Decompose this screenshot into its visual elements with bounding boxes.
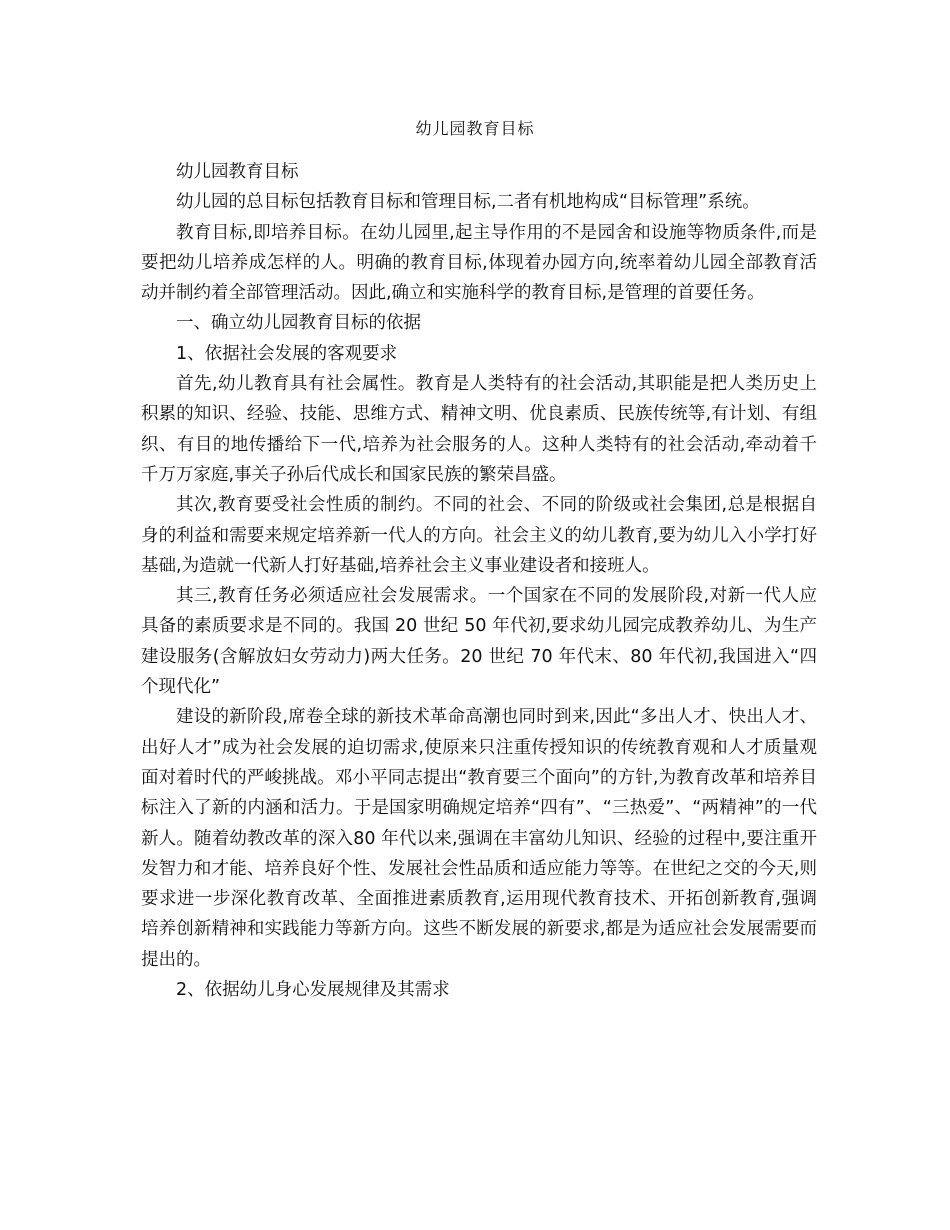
section-heading-1: 一、确立幼儿园教育目标的依据 <box>176 313 421 334</box>
paragraph-first: 首先,幼儿教育具有社会属性。教育是人类特有的社会活动,其职能是把人类历史上积累的知识、经验、技能、思维方式、精神文明、优良素质、民族传统等,有计划、有组织、有目的地传播给下一代,培养为社会服务的人。这种人类特有的社会活动,牵动着千千万万家庭,事关子孙后代成长和国家民族的繁荣昌盛。 <box>141 374 817 485</box>
paragraph-third: 其三,教育任务必须适应社会发展需求。一个国家在不同的发展阶段,对新一代人应具备的素质要求是不同的。我国 20 世纪 50 年代初,要求幼儿园完成教养幼儿、为生产建设服务(含解放妇女劳动力)两大任务。20 世纪 70 年代末、80 年代初,我国进入“四个现代化” <box>141 586 817 698</box>
paragraph-new-stage: 建设的新阶段,席卷全球的新技术革命高潮也同时到来,因此“多出人才、快出人才、出好人才”成为社会发展的迫切需求,使原来只注重传授知识的传统教育观和人才质量观面对着时代的严峻挑战。邓小平同志提出“教育要三个面向”的方针,为教育改革和培养目标注入了新的内涵和活力。于是国家明确规定培养“四有”、“三热爱”、“两精神”的一代新人。随着幼教改革的深入80 年代以来,强调在丰富幼儿知识、经验的过程中,要注重开发智力和才能、培养良好个性、发展社会性品质和适应能力等等。在世纪之交的今天,则要求进一步深化教育改革、全面推进素质教育,运用现代教育技术、开拓创新教育,强调培养创新精神和实践能力等新方向。这些不断发展的新要求,都是为适应社会发展需要而提出的。 <box>141 707 817 970</box>
paragraph-subtitle: 幼儿园教育目标 <box>176 162 299 182</box>
document-body <box>141 157 817 1005</box>
subsection-heading-2: 2、依据幼儿身心发展规律及其需求 <box>176 980 450 1001</box>
document-title: 幼儿园教育目标 <box>415 119 535 138</box>
paragraph-second: 其次,教育要受社会性质的制约。不同的社会、不同的阶级或社会集团,总是根据自身的利益和需要来规定培养新一代人的方向。社会主义的幼儿教育,要为幼儿入小学打好基础,为造就一代新人打好基础,培养社会主义事业建设者和接班人。 <box>141 495 817 576</box>
paragraph-overall-goal: 幼儿园的总目标包括教育目标和管理目标,二者有机地构成“目标管理”系统。 <box>176 192 760 213</box>
subsection-heading-1: 1、依据社会发展的客观要求 <box>176 343 398 364</box>
paragraph-education-goal: 教育目标,即培养目标。在幼儿园里,起主导作用的不是园舍和设施等物质条件,而是要把幼儿培养成怎样的人。明确的教育目标,体现着办园方向,统率着幼儿园全部教育活动并制约着全部管理活动。因此,确立和实施科学的教育目标,是管理的首要任务。 <box>141 222 817 304</box>
